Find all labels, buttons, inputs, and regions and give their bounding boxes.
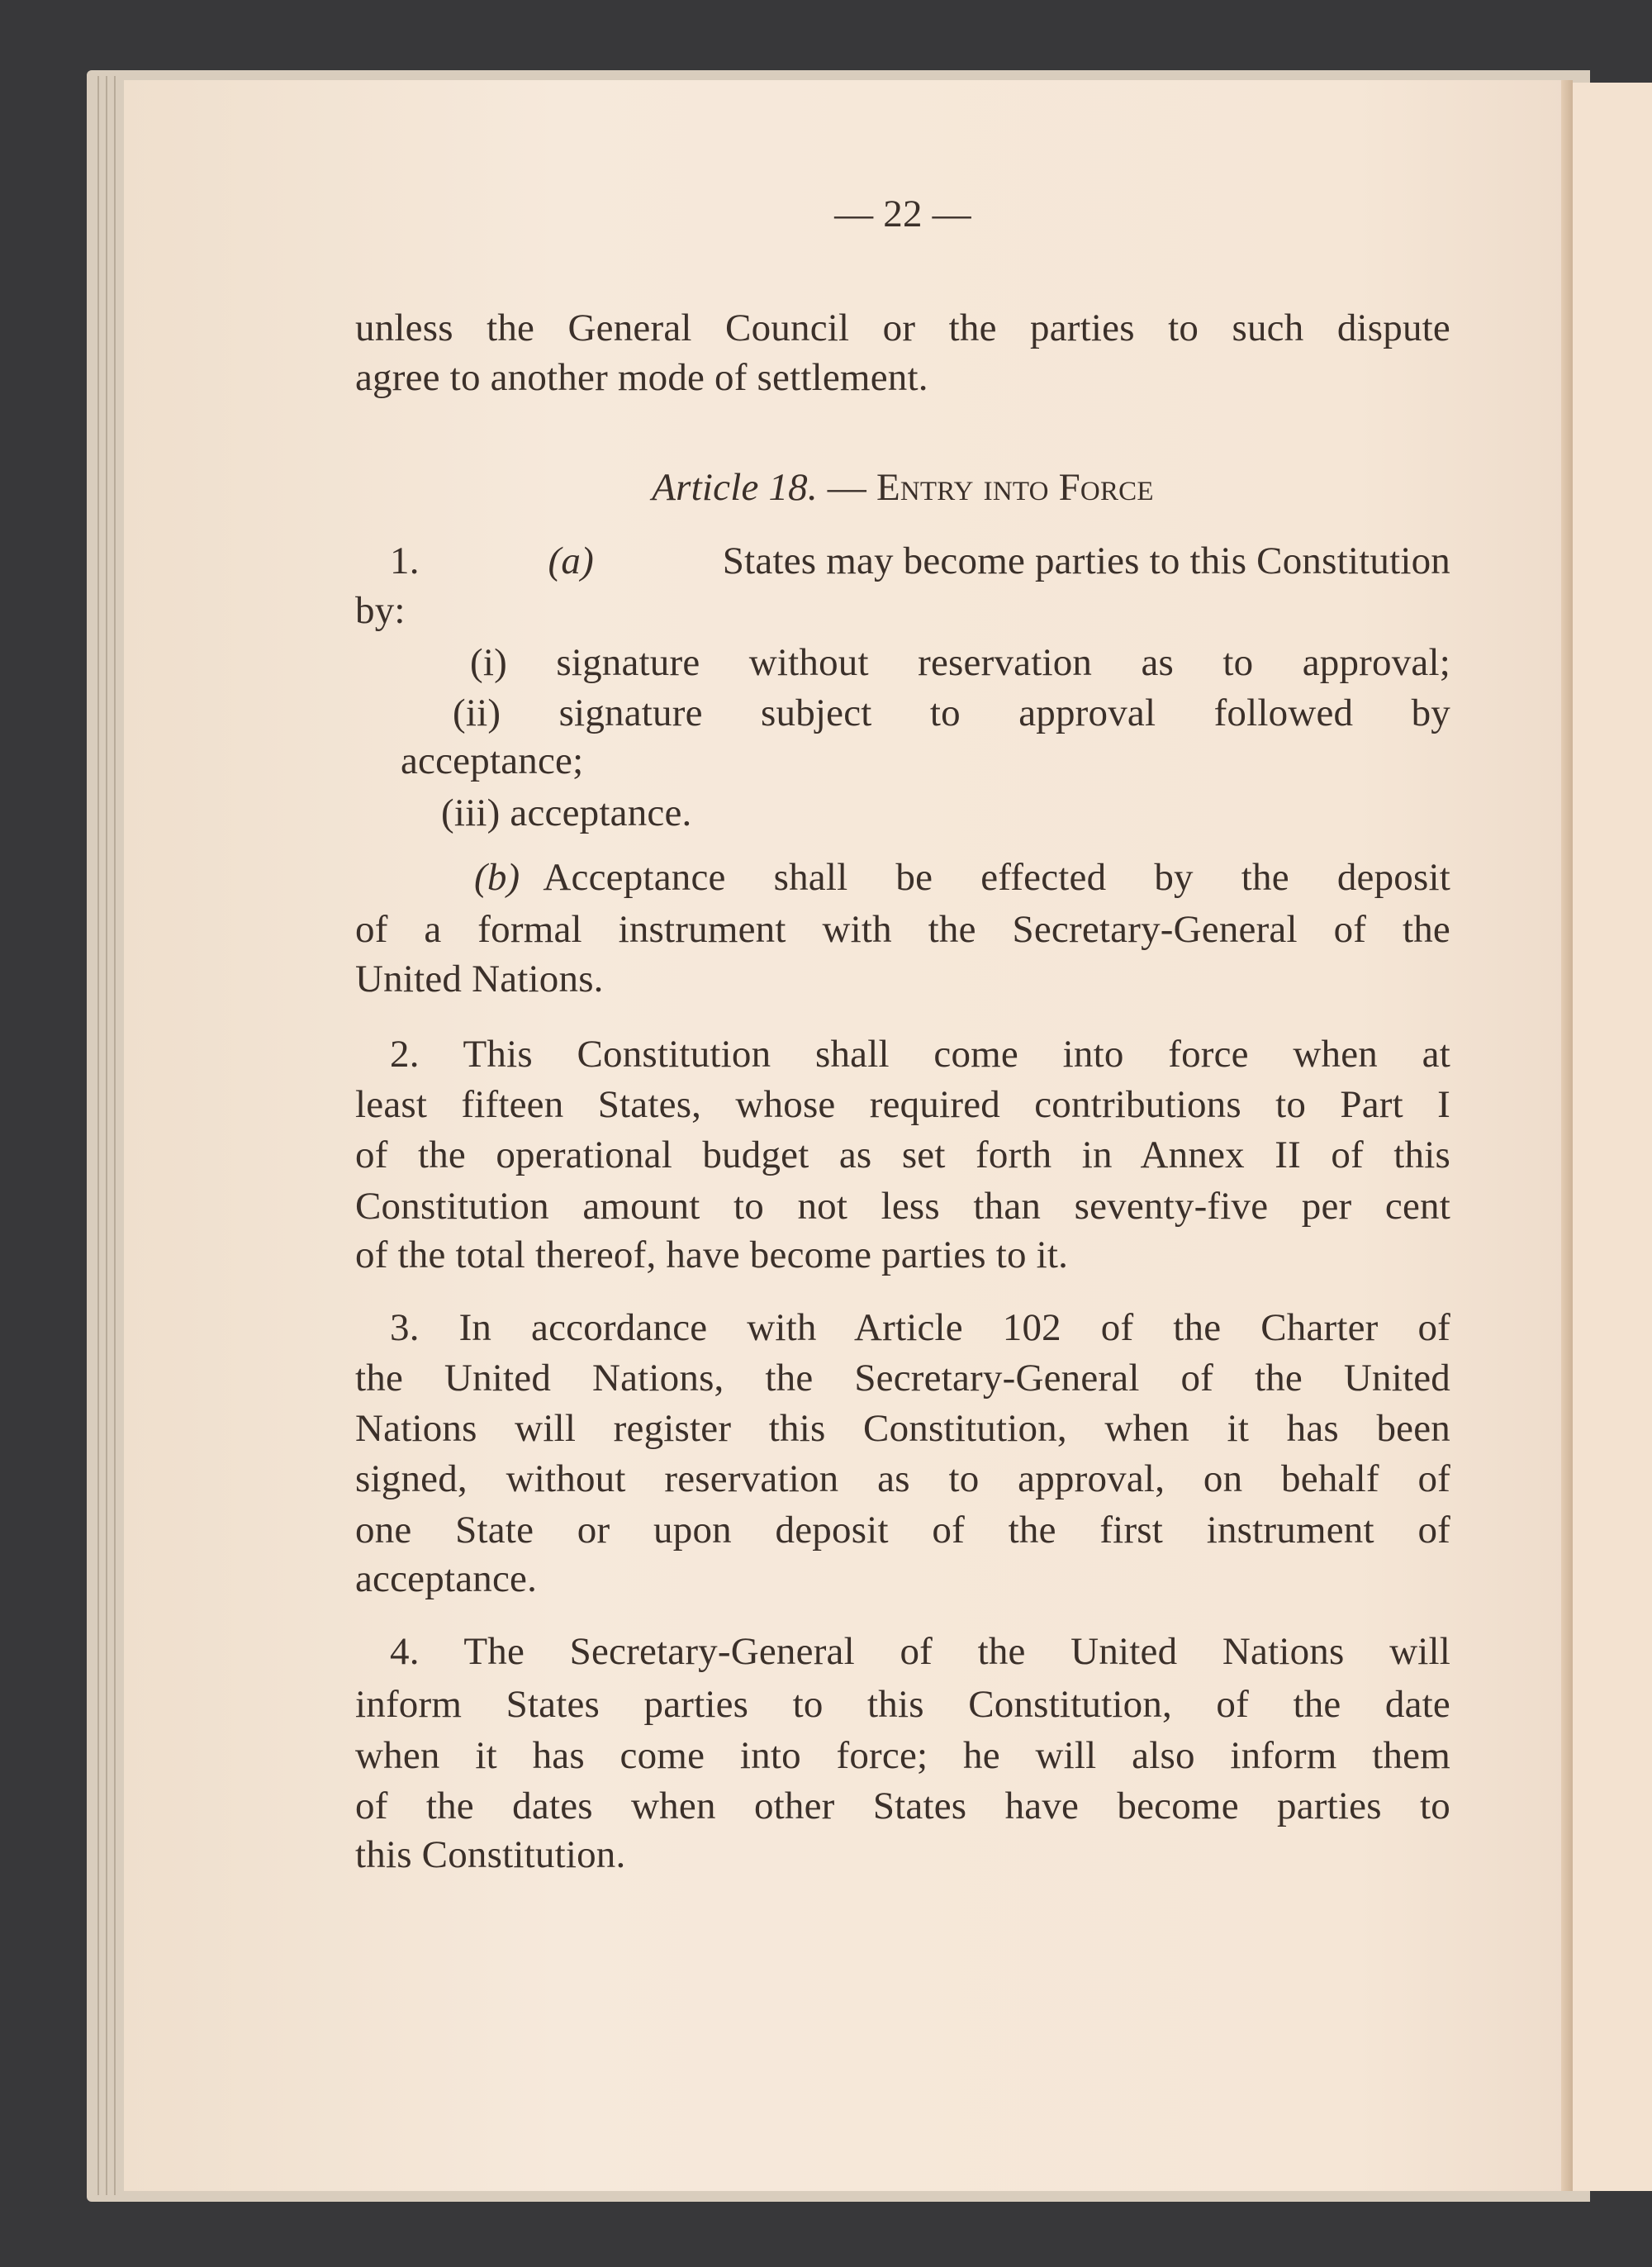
clause-label: (b) bbox=[474, 856, 520, 899]
text-line: 4. The Secretary-General of the United Nations will bbox=[390, 1630, 1450, 1673]
text-line: acceptance; bbox=[401, 739, 584, 782]
para1b-line bbox=[474, 853, 1450, 902]
text-line: unless the General Council or the parties to such dispute bbox=[355, 307, 1450, 349]
text-line: 2. This Constitution shall come into force when at bbox=[390, 1033, 1450, 1076]
text-line: when it has come into force; he will also inform them bbox=[355, 1734, 1450, 1777]
text-line: States may become parties to this Constitution bbox=[722, 539, 1450, 582]
text-line: of the total thereof, have become parties to it. bbox=[355, 1233, 1069, 1276]
text-line: United Nations. bbox=[355, 958, 604, 1000]
clause-label: (a) bbox=[548, 539, 594, 582]
para-number: 1. bbox=[390, 539, 420, 582]
text-line: one State or upon deposit of the first instrument of bbox=[355, 1509, 1450, 1552]
text-line: inform States parties to this Constitution, of the date bbox=[355, 1683, 1450, 1726]
page-edge bbox=[106, 76, 107, 2195]
text-line: this Constitution. bbox=[355, 1833, 626, 1876]
para1-line bbox=[390, 536, 1450, 586]
list-item: (i) signature without reservation as to approval; bbox=[470, 641, 1450, 684]
text-line: of a formal instrument with the Secretary-General of the bbox=[355, 908, 1450, 951]
article-number: Article 18. bbox=[652, 466, 818, 509]
page-number: — 22 — bbox=[834, 192, 971, 235]
heading-dash: — bbox=[817, 466, 876, 509]
text-line: Nations will register this Constitution, when it has been bbox=[355, 1407, 1450, 1450]
text-line: Constitution amount to not less than seventy-five per cent bbox=[355, 1185, 1450, 1228]
article-title: Entry into Force bbox=[876, 466, 1154, 509]
text-line: by: bbox=[355, 589, 406, 632]
text-line: agree to another mode of settlement. bbox=[355, 356, 928, 399]
page-edge bbox=[97, 76, 99, 2195]
article-heading bbox=[355, 463, 1450, 512]
list-item: (iii) acceptance. bbox=[441, 791, 692, 834]
text-line: of the dates when other States have become parties to bbox=[355, 1785, 1450, 1827]
book-gutter bbox=[1561, 80, 1573, 2191]
text-line: the United Nations, the Secretary-General of the United bbox=[355, 1357, 1450, 1400]
page-edge bbox=[114, 76, 116, 2195]
text-line: acceptance. bbox=[355, 1557, 538, 1600]
list-item: (ii) signature subject to approval followed by bbox=[453, 692, 1450, 734]
text-line: Acceptance shall be effected by the deposit bbox=[543, 856, 1450, 899]
text-line: of the operational budget as set forth in Annex II of this bbox=[355, 1134, 1450, 1176]
text-line: 3. In accordance with Article 102 of the Charter of bbox=[390, 1306, 1450, 1349]
facing-page bbox=[1573, 83, 1652, 2191]
text-line: least fifteen States, whose required contributions to Part I bbox=[355, 1083, 1450, 1126]
text-line: signed, without reservation as to approval, on behalf of bbox=[355, 1457, 1450, 1500]
